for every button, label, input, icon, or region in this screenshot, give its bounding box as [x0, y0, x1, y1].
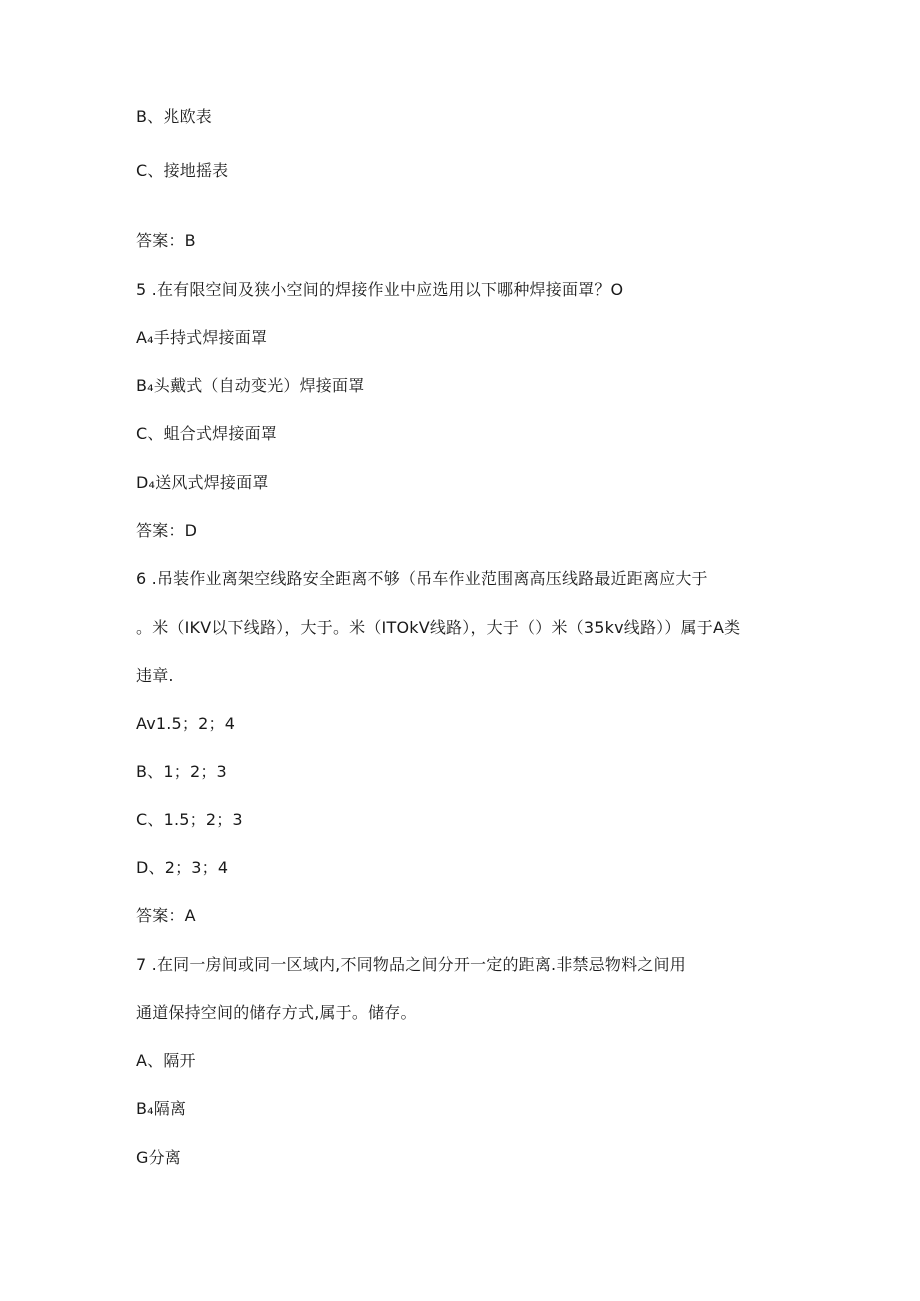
option-c-ground-tester: C、接地摇表 — [136, 161, 229, 180]
q6-option-c: C、1.5；2；3 — [136, 810, 243, 829]
q6-option-b: B、1；2；3 — [136, 762, 227, 781]
answer-q5: 答案：D — [136, 521, 198, 540]
answer-q4: 答案：B — [136, 231, 196, 250]
option-b-megohmmeter: B、兆欧表 — [136, 107, 212, 126]
q6-option-d: D、2；3；4 — [136, 858, 229, 877]
q7-option-a: A、隔开 — [136, 1051, 196, 1070]
q5-option-a: A₄手持式焊接面罩 — [136, 328, 268, 347]
q7-option-b: B₄隔离 — [136, 1099, 187, 1118]
question-7-line-2: 通道保持空间的储存方式,属于。储存。 — [136, 1003, 417, 1022]
question-6-line-2: 。米（IKV以下线路），大于。米（ITOkV线路），大于（）米（35kv线路））属于A类 — [136, 618, 741, 637]
q5-option-b: B₄头戴式（自动变光）焊接面罩 — [136, 376, 365, 395]
question-7-line-1: 7 .在同一房间或同一区域内,不同物品之间分开一定的距离.非禁忌物料之间用 — [136, 955, 686, 974]
q5-option-d: D₄送风式焊接面罩 — [136, 473, 269, 492]
q5-option-c: C、蛆合式焊接面罩 — [136, 424, 277, 443]
q7-option-c: G分离 — [136, 1148, 181, 1167]
question-6-line-1: 6 .吊装作业离架空线路安全距离不够（吊车作业范围离高压线路最近距离应大于 — [136, 569, 708, 588]
q6-option-a: Av1.5；2；4 — [136, 714, 236, 733]
question-6-line-3: 违章. — [136, 666, 174, 685]
question-5: 5 .在有限空间及狭小空间的焊接作业中应选用以下哪种焊接面罩？O — [136, 280, 624, 299]
answer-q6: 答案：A — [136, 906, 196, 925]
